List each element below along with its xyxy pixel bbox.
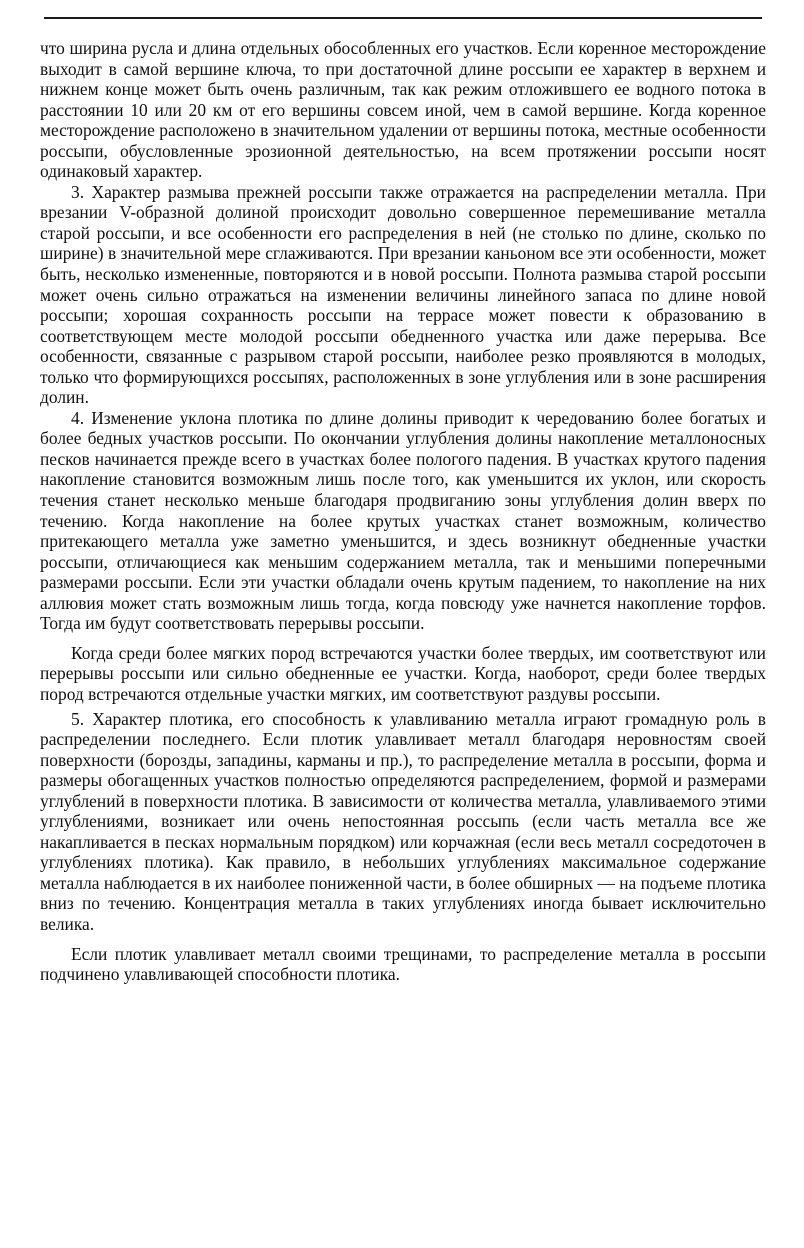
paragraph-point-5: 5. Характер плотика, его способность к улавливанию металла играют громадную роль в распределении последнего. Если плотик улавливает металл благодаря неровностям своей поверхности (борозды, западины, карманы и пр.), то распределение металла в россыпи, форма и размеры обогащенных участков полностью определяются распределением, формой и размерами углублений в поверхности плотика. В зависимости от количества металла, улавливаемого этими углублениями, возникает или очень непостоянная россыпь (если часть металла все же накапливается в песках нормальным порядком) или корчажная (если весь металл сосредоточен в углублениях плотика). Как правило, в небольших углублениях максимальное содержание металла наблюдается в их наиболее пониженной части, в более обширных — на подъеме плотика вниз по течению. Концентрация металла в таких углублениях иногда бывает исключительно велика. xyxy=(40,708,766,934)
paragraph-point-4: 4. Изменение уклона плотика по длине долины приводит к чередованию более богатых и более бедных участков россыпи. По окончании углубления долины накопление металлоносных песков начинается прежде всего в участках более пологого падения. В участках крутого падения накопление становится возможным лишь после того, как уменьшится их уклон, или скорость течения станет несколько меньше благодаря продвиганию зоны углубления долин вверх по течению. Когда накопление на более крутых участках станет возможным, количество притекающего металла уже заметно уменьшится, и здесь возникнут обедненные участки россыпи, отличающиеся как меньшим содержанием металла, так и меньшими поперечными размерами россыпи. Если эти участки обладали очень крутым падением, то накопление на них аллювия может стать возможным лишь тогда, когда повсюду уже начнется накопление торфов. Тогда им будут соответствовать перерывы россыпи. xyxy=(40,407,766,634)
paragraph-soft-rocks: Когда среди более мягких пород встречаются участки более твердых, им соответствуют или перерывы россыпи или сильно обедненные ее участки. Когда, наоборот, среди более твердых пород встречаются отдельные участки мягких, им соответствуют раздувы россыпи. xyxy=(40,642,766,704)
paragraph-continued: что ширина русла и длина отдельных обособленных его участков. Если коренное месторождение выходит в самой вершине ключа, то при достаточной длине россыпи ее характер в верхнем и нижнем конце может быть очень различным, так как режим отложившего ее водного потока в расстоянии 10 или 20 км от его вершины совсем иной, чем в самой вершине. Когда коренное месторождение расположено в значительном удалении от вершины потока, местные особенности россыпи, обусловленные эрозионной деятельностью, на всем протяжении россыпи носят одинаковый характер. xyxy=(40,38,766,182)
body-text xyxy=(40,38,766,985)
paragraph-point-3: 3. Характер размыва прежней россыпи также отражается на распределении металла. При врезании V-образной долиной происходит довольно совершенное перемешивание металла старой россыпи, и все особенности его распределения в ней (не столько по длине, сколько по ширине) в значительной мере сглаживаются. При врезании каньоном все эти особенности, может быть, несколько измененные, повторяются и в новой россыпи. Полнота размыва старой россыпи может очень сильно отражаться на изменении величины линейного запаса по длине новой россыпи; хорошая сохранность россыпи на террасе может повести к образованию в соответствующем месте молодой россыпи обедненного участка или даже перерыва. Все особенности, связанные с разрывом старой россыпи, наиболее резко проявляются в молодых, только что формирующихся россыпях, расположенных в зоне углубления или в зоне расширения долин. xyxy=(40,181,766,408)
header-rule xyxy=(44,17,762,19)
paragraph-fissures: Если плотик улавливает металл своими трещинами, то распределение металла в россыпи подчинено улавливающей способности плотика. xyxy=(40,943,766,985)
book-page xyxy=(40,0,766,1248)
